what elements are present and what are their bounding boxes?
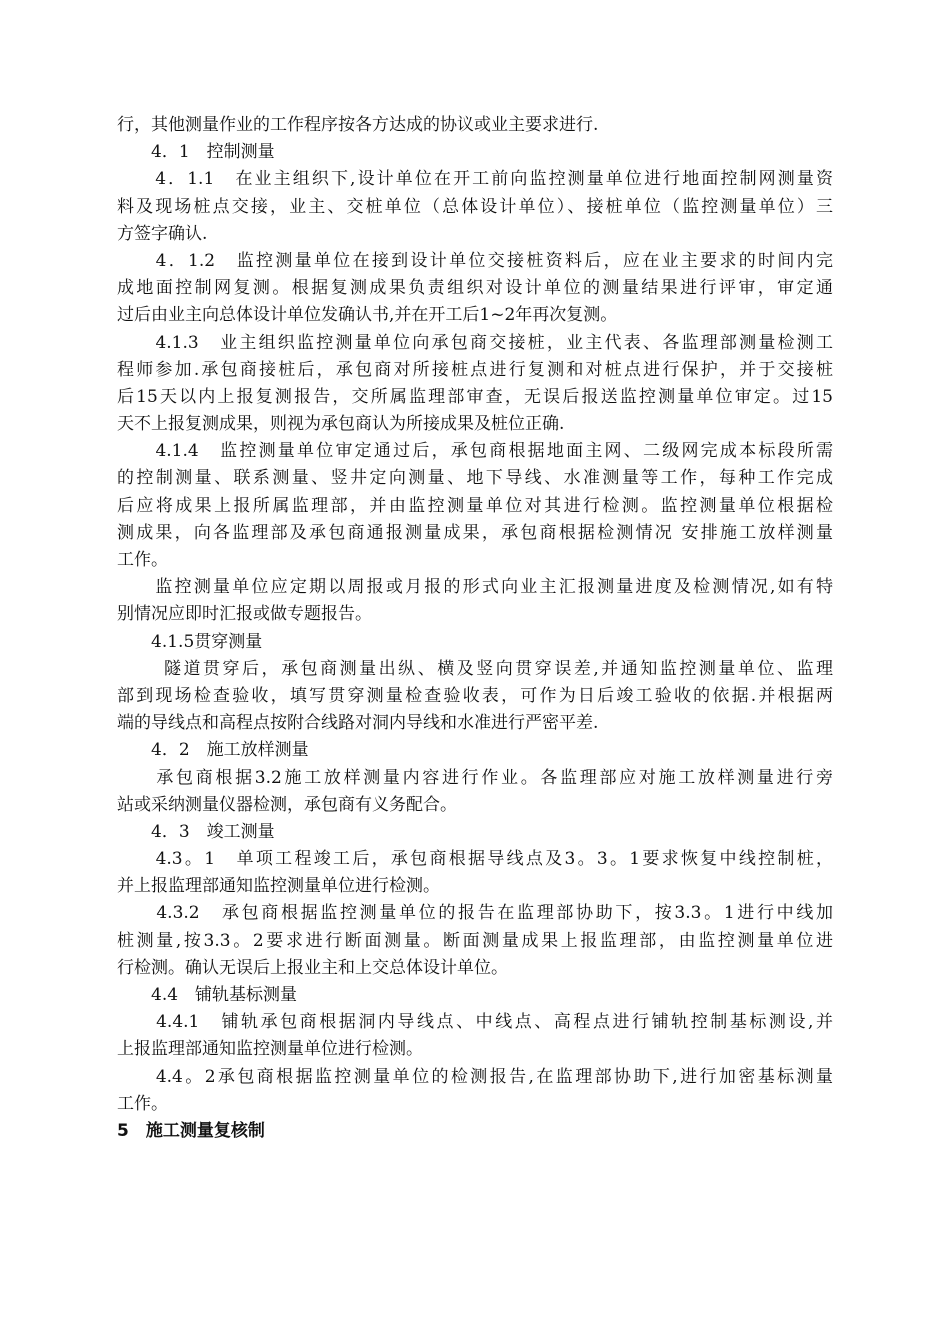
section-heading-4-4: 4.4 铺轨基标测量 <box>117 985 298 1005</box>
text-line-08: 过后由业主向总体设计单位发确认书,并在开工后1~2年再次复测。 <box>117 305 618 326</box>
text-line-11: 后15天以内上报复测报告，交所属监理部审查，无误后报送监控测量单位审定。过15 <box>117 386 833 407</box>
text-line-16: 测成果，向各监理部及承包商通报测量成果，承包商根据检测情况 安排施工放样测量 <box>117 522 833 543</box>
section-heading-5: 5 施工测量复核制 <box>117 1120 265 1141</box>
text-line-06: 4．1.2 监控测量单位在接到设计单位交接桩资料后，应在业主要求的时间内完 <box>117 250 833 271</box>
text-line-03: 4．1.1 在业主组织下,设计单位在开工前向监控测量单位进行地面控制网测量资 <box>117 169 833 190</box>
text-line-21: 隧道贯穿后，承包商测量出纵、横及竖向贯穿误差,并通知监控测量单位、监理 <box>117 658 833 679</box>
text-line-01: 行，其他测量作业的工作程序按各方达成的协议或业主要求进行. <box>117 115 599 135</box>
text-line-25: 承包商根据3.2施工放样测量内容进行作业。各监理部应对施工放样测量进行旁 <box>117 767 833 788</box>
text-line-29: 并上报监理部通知监控测量单位进行检测。 <box>117 876 440 897</box>
text-line-12: 天不上报复测成果，则视为承包商认为所接成果及桩位正确. <box>117 414 565 435</box>
text-line-09: 4.1.3 业主组织监控测量单位向承包商交接桩，业主代表、各监理部测量检测工 <box>117 332 833 353</box>
document-body <box>117 112 833 1145</box>
text-line-34: 4.4.1 铺轨承包商根据洞内导线点、中线点、高程点进行铺轨控制基标测设,并 <box>117 1012 833 1033</box>
text-line-36: 4.4。2承包商根据监控测量单位的检测报告,在监理部协助下,进行加密基标测量 <box>117 1066 833 1087</box>
text-line-05: 方签字确认. <box>117 223 208 244</box>
text-line-22: 部到现场检查验收，填写贯穿测量检查验收表，可作为日后竣工验收的依据.并根据两 <box>117 685 833 706</box>
text-line-15: 后应将成果上报所属监理部，并由监控测量单位对其进行检测。监控测量单位根据检 <box>117 495 833 516</box>
text-line-04: 料及现场桩点交接，业主、交桩单位（总体设计单位）、接桩单位（监控测量单位）三 <box>117 196 833 217</box>
section-heading-4-1: 4．1 控制测量 <box>117 142 275 163</box>
text-line-31: 桩测量,按3.3。2要求进行断面测量。断面测量成果上报监理部，由监控测量单位进 <box>117 930 833 951</box>
text-line-07: 成地面控制网复测。根据复测成果负责组织对设计单位的测量结果进行评审，审定通 <box>117 278 833 299</box>
text-line-37: 工作。 <box>117 1093 168 1114</box>
section-heading-4-2: 4．2 施工放样测量 <box>117 740 309 761</box>
text-line-30: 4.3.2 承包商根据监控测量单位的报告在监理部协助下，按3.3。1进行中线加 <box>117 903 833 924</box>
text-line-10: 程师参加.承包商接桩后，承包商对所接桩点进行复测和对桩点进行保护，并于交接桩 <box>117 359 833 380</box>
text-line-17: 工作。 <box>117 550 168 570</box>
text-line-32: 行检测。确认无误后上报业主和上交总体设计单位。 <box>117 957 508 978</box>
section-heading-4-1-5: 4.1.5贯穿测量 <box>117 631 263 652</box>
text-line-23: 端的导线点和高程点按附合线路对洞内导线和水准进行严密平差. <box>117 713 599 734</box>
text-line-14: 的控制测量、联系测量、竖井定向测量、地下导线、水准测量等工作，每种工作完成 <box>117 468 833 489</box>
text-line-18: 监控测量单位应定期以周报或月报的形式向业主汇报测量进度及检测情况,如有特 <box>117 577 833 598</box>
text-line-35: 上报监理部通知监控测量单位进行检测。 <box>117 1039 423 1060</box>
text-line-13: 4.1.4 监控测量单位审定通过后，承包商根据地面主网、二级网完成本标段所需 <box>117 441 833 462</box>
text-line-28: 4.3。1 单项工程竣工后，承包商根据导线点及3。3。1要求恢复中线控制桩， <box>117 849 833 870</box>
text-line-19: 别情况应即时汇报或做专题报告。 <box>117 604 372 625</box>
section-heading-4-3: 4．3 竣工测量 <box>117 821 275 842</box>
text-line-26: 站或采纳测量仪器检测，承包商有义务配合。 <box>117 794 457 815</box>
